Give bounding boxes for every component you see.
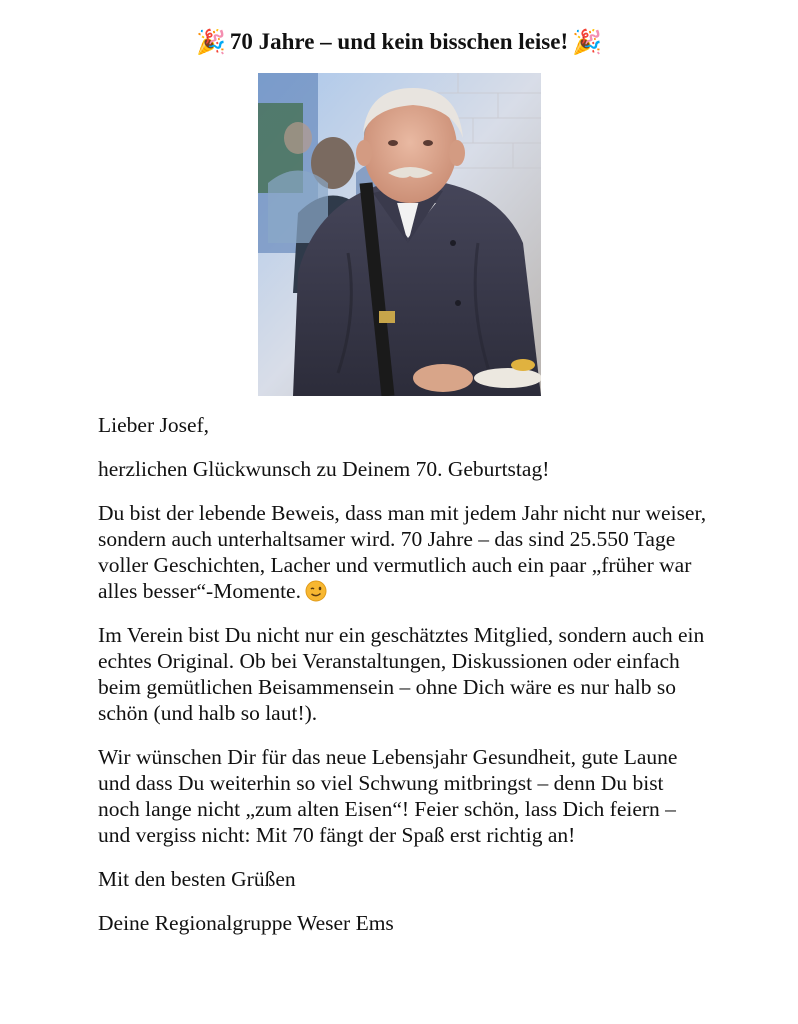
title-text: 70 Jahre – und kein bisschen leise!: [229, 29, 569, 54]
paragraph-3: Wir wünschen Dir für das neue Lebensjahr Gesundheit, gute Laune und dass Du weiterhin so viel Schwung mitbringst – denn Du bist noch lange nicht „zum alten Eisen“! Feier schön, lass Dich feiern – und vergiss nicht: Mit 70 fängt der Spaß erst richtig an!: [98, 745, 678, 847]
winking-face-icon: [305, 580, 327, 602]
greeting: Lieber Josef,: [98, 413, 210, 437]
letter-body: [98, 412, 708, 954]
closing-line: Mit den besten Grüßen: [98, 867, 296, 891]
paragraph-1: [98, 500, 708, 604]
party-popper-icon: 🎉: [572, 30, 603, 56]
signature: Deine Regionalgruppe Weser Ems: [98, 911, 394, 935]
party-popper-icon: 🎉: [195, 30, 226, 56]
page-title: [0, 22, 798, 63]
paragraph-2: Im Verein bist Du nicht nur ein geschätztes Mitglied, sondern auch ein echtes Original. Ob bei Veranstaltungen, Diskussionen oder einfach beim gemütlichen Beisammensein – ohne Dich wäre es nur halb so schön (und halb so laut!).: [98, 623, 705, 725]
portrait-photo: [258, 73, 541, 396]
paragraph-1-text: Du bist der lebende Beweis, dass man mit jedem Jahr nicht nur weiser, sondern auch unterhaltsamer wird. 70 Jahre – das sind 25.550 Tage voller Geschichten, Lacher und vermutlich auch ein paar „früher war alles besser“-Momente.: [98, 501, 707, 603]
congratulations-line: herzlichen Glückwunsch zu Deinem 70. Geburtstag!: [98, 457, 550, 481]
